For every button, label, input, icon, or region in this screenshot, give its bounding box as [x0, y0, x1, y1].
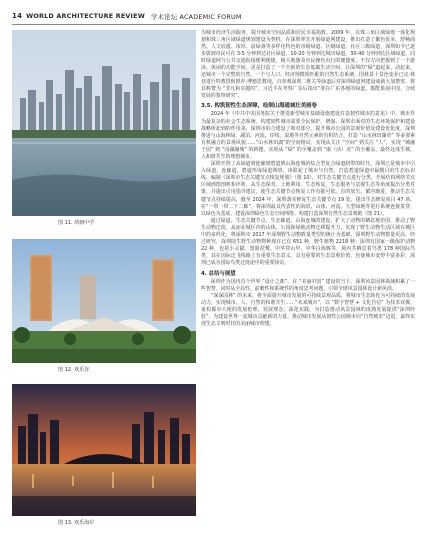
- figure-11: [12, 30, 196, 226]
- body-paragraph: 通过绿道、生态关键节点、生态廊道、山海连城的建设，扩大了动物的栖息地范围，推动了野生动物迁徙，从而在城区内的山体、公园和绿地动物迁移提升力，实现了野生动物生活区域在城区中的多样化，将深圳市 2017 年深圳野生动物数量类型的统计为基础，深圳野生动物数量更高，经过研究，深圳陆生野生动物物种现在已有 651 种，野生植物 2218 种；深圳有国家一级保护动物 22 种，包括小灵猫、黑脸琵鹭、中华穿山甲、中华白海豚等，境内共栖息着鸟类 178 种国际鸟类，其在国际迁飞线路上有重要生态意义，具有重要的生态景观价值，也使城市变得丰富多彩，深圳已成为国际鸟类迁徙途中的重要驿站。: [201, 218, 415, 267]
- header-divider: [12, 24, 415, 25]
- section-heading: 4. 总结与展望: [201, 270, 236, 277]
- figure-12-caption: 图 12. 欢乐谷: [58, 367, 90, 373]
- body-paragraph: 为城市经济生活服务，提升城市空间品质和居民幸福指数。2009 年，以珠三角区域绿地一体化规划和珠三角区域绿道规划建设为契机，在深圳率先开展绿道网建设，推出打造了繁色优美、舒畅曲然、人文底蕴、浓厚、晨绿盏等多样化特色的市级绿道、区级绿道、社区三级绿道，深圳如今已逐步拔到市民可在 3-5 分钟到达社区绿道，10-20 分钟到达城市绿道，30-40 分钟到达区域绿道，同时绿道网与公共交通衔接便利便捷，极大地惠及市民操色出行的便捷度，不仅方向把握到了一个游泳、休闲的功能空间，更是打造了一个全新的生态低碳生活空间，让深圳的“绿”道起来、动起来，还城市一个完整的自然，一个与人口、经济规模相匹配的自然生态系统，国林景十景色变业已完·林巷进行特教授和推荐·博德思教现，自参观深圳二维关等绿道后对深圳绿道网建设成就大加赞赏，将其称赞为 “非凡和卓越的”，习近平在考察广东后指出“要在广东各地的绿道，都能果展中国，合续发展的鉴察研究”。: [201, 30, 415, 100]
- figure-12: [12, 239, 196, 373]
- figure-11-image: [12, 30, 196, 216]
- figure-12-image: [12, 239, 196, 363]
- body-paragraph: 深圳作为国内首个世界 “设计之都”，在 “美丽中国” 建设的当下，深圳风景园林领域积累了一些智慧，同时从全局性、前瞻性和系统性的角度思考问题，引领全球风景园林设计新风尚。: [201, 278, 415, 292]
- body-paragraph: 2024 年《中共中央国务院关于推进新型城市基础设施建设打造韧性城市的意见》中，城市作为最复杂的社会生态系统，构建韧性城市需要全民保护、增强、深圳市面对的生态环境保护和建设战略所起到的作用多，深圳市的合建设了和对部分，提升城市公园的景观价值及建设优化度，深圳推进与山海林绿、湖泊、河流、岸线、湿地等自然元素的有机结合，打造 “山水林田湖草” 等多要素有机融合的景观风貌……“山水林田湖”的空间格局，实现从关注 “空间” 到关注 “人”，实现 “城融于园” 到 “园湖融城” 的跨越，实现从 “绿” 的全覆盖到 “康（活）美” 的全覆盖，最终这成生城、人和谐共生的理想城市。: [201, 111, 415, 160]
- body-text-column: [201, 30, 415, 329]
- section-heading: 3.5. 构筑韧性生态屏障，绘制山海通城壮美画卷: [201, 103, 317, 110]
- figure-13-image: [12, 384, 196, 516]
- page-number: 14: [12, 12, 23, 20]
- figure-11-caption: 图 11. 靖塘中学: [58, 220, 95, 226]
- running-header: [12, 9, 242, 23]
- figure-13-caption: 图 13. 欢乐海岸: [58, 520, 95, 526]
- body-paragraph: “深深园林” 的未来，将全面提升城市发展的可持续景观品质，将城市生态转化为可持续的发展动力，实现城市、人、自然的和谐共生……“未来城市”，以 “数字智慧 + 文化自信” 为技术双翼，重构都市大地的发展伦理。发展理念，深化实践，为打造推动风景园林的成熟发展提供“深圳经验”，为建设世界一流城市贡献新的力量，推动城市发展从韧性公园城市向“自然城市”迈进，最终实现生态文明时代的美丽城市理想。: [201, 293, 415, 328]
- body-paragraph: 深圳开创了从绿道到连廊到碧道到山海连城的综合型复合绿道纽带的时代，深圳已是城市中引入绿道、连廊道、碧道形成绿道网络、串联起了城市与自然，打造碧道绿道中最醒目的生态标识线。编制《深圳市生态关键节点恢复规划》（图 10），对生态关键节点进行分类，开展结构网络节点区域画图剖析和评析、从生态保育、土地利用、生态恢复、生态服务与景观生态等角度提出分类对策，并提出引用指导建议，使生态关键节点恢复工作有据可依、有的放矢、循序渐进，推动生态关键节点持续提高，截至 2024 年，深圳落实修复生态关键节点 19 处、提出生态修复项目 47 项、在“一带一带二十二廊”，将深圳最具代表性的海滨、山体、河流、大型绿地等进行系统连接贯穿，以绿色为基底、建设深圳绿色生态空间网络、构建打造深圳自然生态景观链（图 21）。: [201, 161, 415, 217]
- section-label: 学术论坛 ACADEMIC FORUM: [150, 12, 242, 21]
- figure-13: [12, 384, 196, 526]
- journal-name: WORLD ARCHITECTURE REVIEW: [26, 12, 145, 20]
